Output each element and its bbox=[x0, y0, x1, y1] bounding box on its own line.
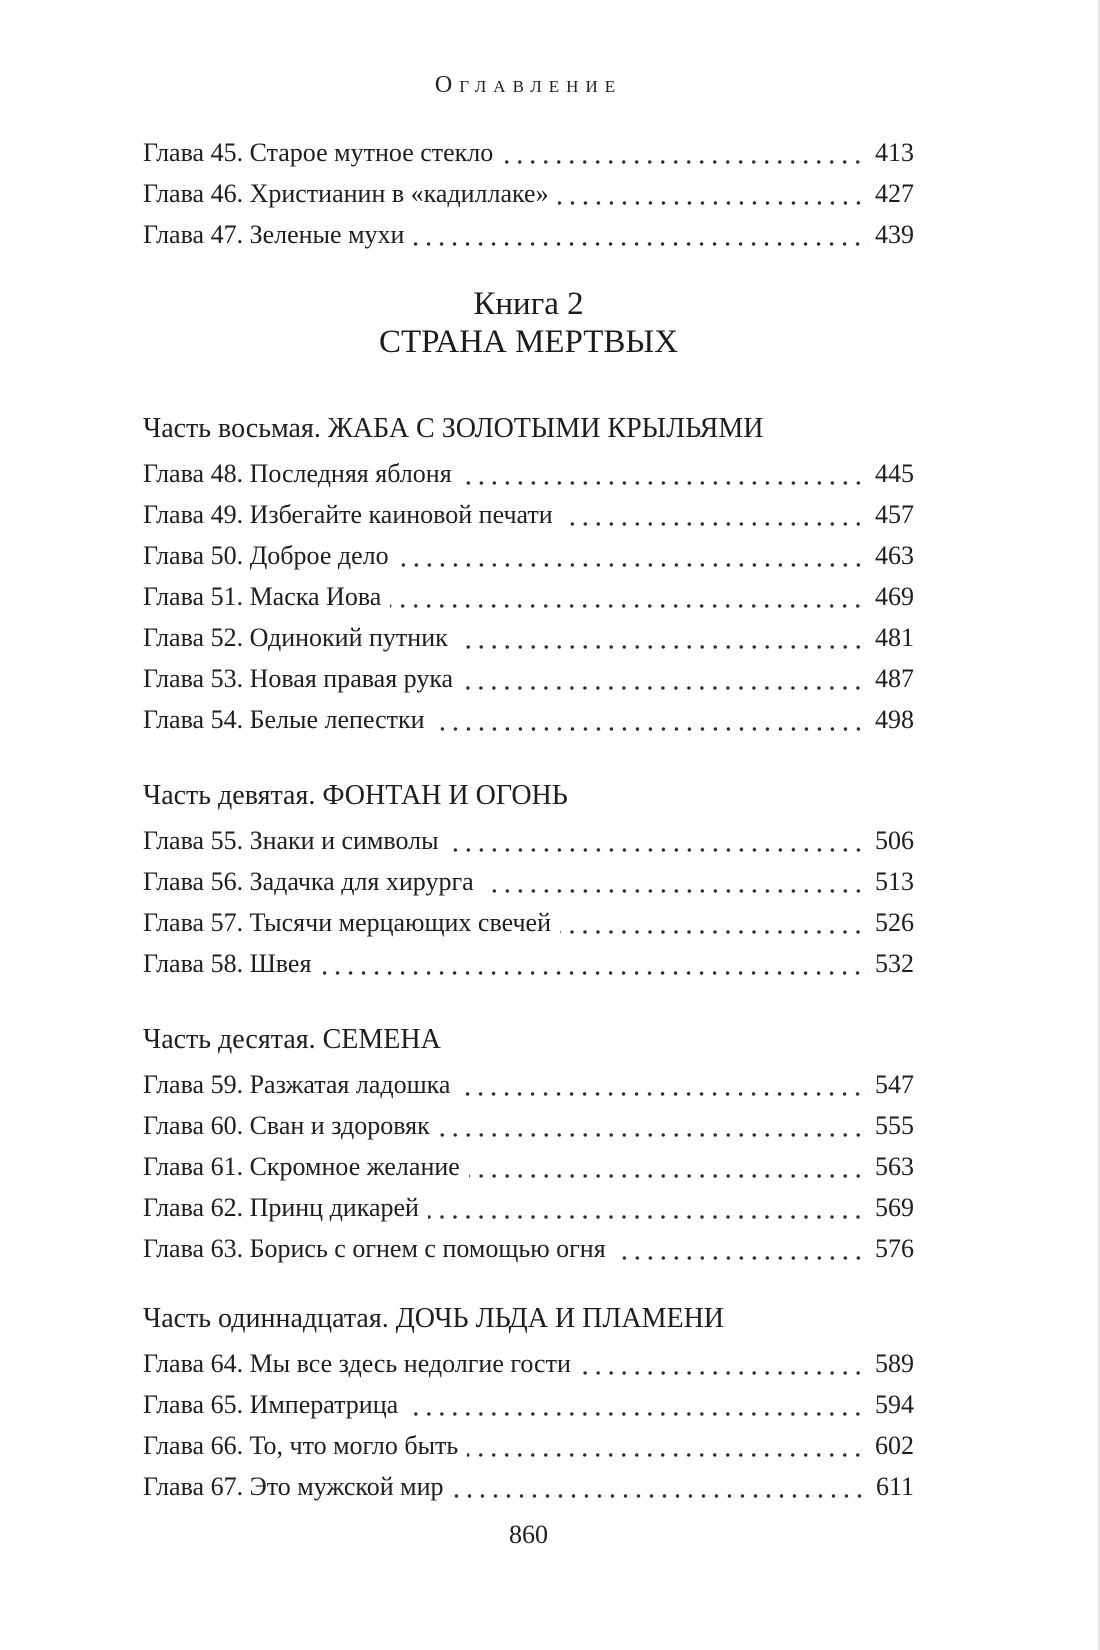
chapter-title: Глава 45. Старое мутное стекло bbox=[143, 138, 494, 167]
chapter-list-pre-book bbox=[143, 132, 914, 255]
chapter-page-number: 413 bbox=[875, 138, 914, 167]
toc-entry-row bbox=[143, 1064, 914, 1105]
chapter-title: Глава 49. Избегайте каиновой печати bbox=[143, 500, 553, 529]
chapter-page-number: 602 bbox=[875, 1431, 914, 1460]
chapter-title: Глава 52. Одинокий путник bbox=[143, 623, 448, 652]
dot-leader bbox=[398, 563, 869, 567]
chapter-page-number: 547 bbox=[875, 1070, 914, 1099]
dot-leader bbox=[558, 201, 869, 205]
dot-leader bbox=[320, 971, 869, 975]
chapter-page-number: 526 bbox=[875, 908, 914, 937]
chapter-list bbox=[143, 453, 914, 740]
dot-leader bbox=[457, 645, 869, 649]
dot-leader bbox=[434, 727, 869, 731]
chapter-title: Глава 62. Принц дикарей bbox=[143, 1193, 419, 1222]
chapter-page-number: 445 bbox=[875, 459, 914, 488]
toc-entry-row bbox=[143, 699, 914, 740]
dot-leader bbox=[469, 1174, 869, 1178]
toc-entry-row bbox=[143, 1425, 914, 1466]
chapter-title: Глава 59. Разжатая ладошка bbox=[143, 1070, 451, 1099]
chapter-title: Глава 57. Тысячи мерцающих свечей bbox=[143, 908, 552, 937]
dot-leader bbox=[428, 1215, 869, 1219]
toc-entry-row bbox=[143, 1228, 914, 1269]
toc-entry-row bbox=[143, 1343, 914, 1384]
chapter-title: Глава 63. Борись с огнем с помощью огня bbox=[143, 1234, 606, 1263]
chapter-title: Глава 65. Императрица bbox=[143, 1390, 399, 1419]
dot-leader bbox=[483, 889, 869, 893]
dot-leader bbox=[407, 1412, 869, 1416]
chapter-page-number: 611 bbox=[875, 1472, 914, 1501]
part-heading: Часть девятая. ФОНТАН И ОГОНЬ bbox=[143, 780, 568, 811]
chapter-page-number: 532 bbox=[875, 949, 914, 978]
dot-leader bbox=[461, 481, 869, 485]
chapter-page-number: 498 bbox=[875, 705, 914, 734]
toc-entry-row bbox=[143, 820, 914, 861]
book-number: Книга 2 bbox=[473, 286, 584, 322]
chapter-page-number: 481 bbox=[875, 623, 914, 652]
dot-leader bbox=[562, 522, 869, 526]
toc-entry-row bbox=[143, 132, 914, 173]
toc-entry-row bbox=[143, 1105, 914, 1146]
dot-leader bbox=[453, 1494, 870, 1498]
dot-leader bbox=[502, 160, 869, 164]
chapter-title: Глава 64. Мы все здесь недолгие гости bbox=[143, 1349, 571, 1378]
chapter-title: Глава 56. Задачка для хирурга bbox=[143, 867, 474, 896]
chapter-title: Глава 47. Зеленые мухи bbox=[143, 220, 405, 249]
toc-section-part-10 bbox=[143, 1024, 914, 1269]
chapter-page-number: 555 bbox=[875, 1111, 914, 1140]
chapter-title: Глава 50. Доброе дело bbox=[143, 541, 389, 570]
chapter-list bbox=[143, 820, 914, 984]
toc-section-part-9 bbox=[143, 780, 914, 984]
page-title: Оглавление bbox=[434, 72, 623, 98]
chapter-page-number: 506 bbox=[875, 826, 914, 855]
book-title: СТРАНА МЕРТВЫХ bbox=[378, 324, 679, 360]
chapter-page-number: 457 bbox=[875, 500, 914, 529]
toc-entry-row bbox=[143, 453, 914, 494]
toc-entry-row bbox=[143, 658, 914, 699]
chapter-page-number: 589 bbox=[875, 1349, 914, 1378]
part-heading: Часть одиннадцатая. ДОЧЬ ЛЬДА И ПЛАМЕНИ bbox=[143, 1303, 725, 1334]
chapter-list bbox=[143, 1064, 914, 1269]
folio-page-number: 860 bbox=[509, 1520, 548, 1549]
toc-entry-row bbox=[143, 214, 914, 255]
chapter-title: Глава 48. Последняя яблоня bbox=[143, 459, 452, 488]
dot-leader bbox=[560, 930, 869, 934]
toc-entry-row bbox=[143, 1146, 914, 1187]
chapter-title: Глава 54. Белые лепестки bbox=[143, 705, 425, 734]
dot-leader bbox=[462, 686, 869, 690]
dot-leader bbox=[448, 848, 869, 852]
toc-entry-row bbox=[143, 535, 914, 576]
chapter-title: Глава 66. То, что могло быть bbox=[143, 1431, 459, 1460]
chapter-page-number: 576 bbox=[875, 1234, 914, 1263]
toc-entry-row bbox=[143, 1187, 914, 1228]
chapter-title: Глава 46. Христианин в «кадиллаке» bbox=[143, 179, 549, 208]
chapter-title: Глава 55. Знаки и символы bbox=[143, 826, 439, 855]
chapter-page-number: 427 bbox=[875, 179, 914, 208]
chapter-page-number: 439 bbox=[875, 220, 914, 249]
dot-leader bbox=[615, 1256, 869, 1260]
chapter-page-number: 463 bbox=[875, 541, 914, 570]
chapter-title: Глава 60. Сван и здоровяк bbox=[143, 1111, 430, 1140]
chapter-page-number: 569 bbox=[875, 1193, 914, 1222]
toc-entry-row bbox=[143, 1466, 914, 1507]
chapter-list bbox=[143, 1343, 914, 1507]
chapter-page-number: 469 bbox=[875, 582, 914, 611]
chapter-title: Глава 58. Швея bbox=[143, 949, 312, 978]
chapter-page-number: 513 bbox=[875, 867, 914, 896]
dot-leader bbox=[467, 1453, 869, 1457]
toc-section-part-8 bbox=[143, 413, 914, 740]
toc-entry-row bbox=[143, 1384, 914, 1425]
dot-leader bbox=[413, 242, 869, 246]
chapter-page-number: 594 bbox=[875, 1390, 914, 1419]
chapter-page-number: 487 bbox=[875, 664, 914, 693]
dot-leader bbox=[459, 1092, 869, 1096]
toc-entry-row bbox=[143, 861, 914, 902]
toc-entry-row bbox=[143, 902, 914, 943]
part-heading: Часть десятая. СЕМЕНА bbox=[143, 1024, 441, 1055]
toc-entry-row bbox=[143, 943, 914, 984]
chapter-title: Глава 53. Новая правая рука bbox=[143, 664, 454, 693]
toc-entry-row bbox=[143, 576, 914, 617]
toc-section-part-11 bbox=[143, 1303, 914, 1507]
toc-entry-row bbox=[143, 494, 914, 535]
chapter-title: Глава 51. Маска Иова bbox=[143, 582, 382, 611]
dot-leader bbox=[390, 604, 869, 608]
dot-leader bbox=[439, 1133, 869, 1137]
dot-leader bbox=[580, 1371, 869, 1375]
chapter-title: Глава 61. Скромное желание bbox=[143, 1152, 460, 1181]
chapter-page-number: 563 bbox=[875, 1152, 914, 1181]
toc-entry-row bbox=[143, 617, 914, 658]
chapter-title: Глава 67. Это мужской мир bbox=[143, 1472, 444, 1501]
toc-entry-row bbox=[143, 173, 914, 214]
part-heading: Часть восьмая. ЖАБА С ЗОЛОТЫМИ КРЫЛЬЯМИ bbox=[143, 413, 764, 444]
book-heading bbox=[143, 285, 914, 361]
